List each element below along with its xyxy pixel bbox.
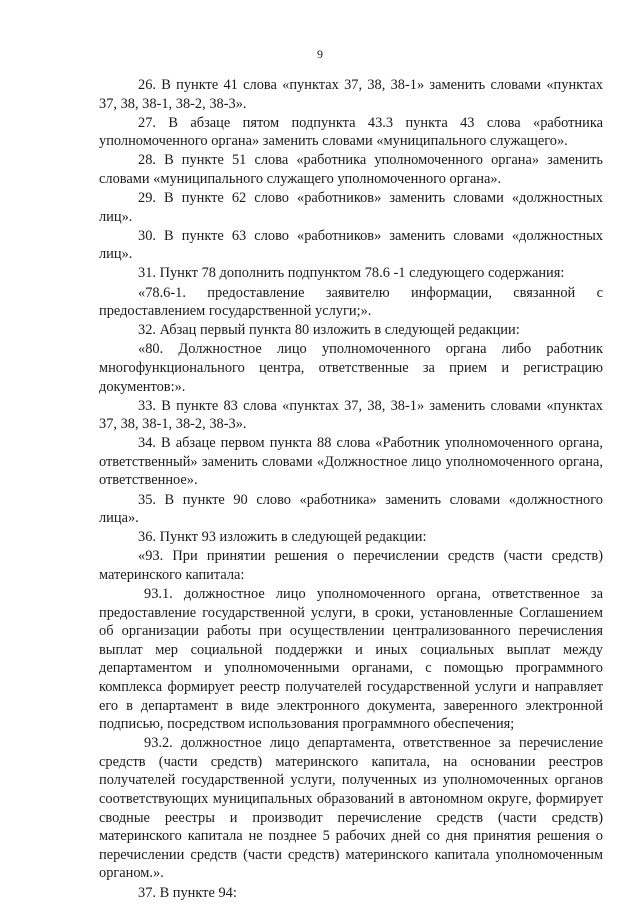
paragraph-34: 34. В абзаце первом пункта 88 слова «Работник уполномоченного органа, ответственный» заменить словами «Должностное лицо уполномоченного органа, ответственное». <box>99 435 603 489</box>
paragraph-32: 32. Абзац первый пункта 80 изложить в следующей редакции: <box>138 322 520 339</box>
paragraph-26: 26. В пункте 41 слова «пунктах 37, 38, 38-1» заменить словами «пунктах 37, 38, 38-1, 38-2, 38-3». <box>99 77 603 112</box>
paragraph-31: 31. Пункт 78 дополнить подпунктом 78.6 -1 следующего содержания: <box>138 265 565 282</box>
paragraph-28: 28. В пункте 51 слова «работника уполномоченного органа» заменить словами «муниципального служащего уполномоченного органа». <box>99 152 603 187</box>
document-body <box>99 76 603 903</box>
paragraph-33: 33. В пункте 83 слова «пунктах 37, 38, 38-1» заменить словами «пунктах 37, 38, 38-1, 38-2, 38-3». <box>99 397 603 433</box>
subparagraph-93-2: 93.2. должностное лицо департамента, ответственное за перечисление средств (части средств) материнского капитала, на основании реестров получателей государственной услуги, полученных из уполномоченных органов соответствующих муниципальных образований в автономном округе, формирует сводные реестры и производит перечисление средств (части средств) материнского капитала не позднее 5 рабочих дней со дня принятия решения о перечислении средств (части средств) материнского капитала уполномоченным органом.». <box>99 735 603 882</box>
quoted-paragraph-93: «93. При принятии решения о перечислении средств (части средств) материнского капитала: <box>99 548 603 583</box>
paragraph-30: 30. В пункте 63 слово «работников» заменить словами «должностных лиц». <box>99 227 603 263</box>
paragraph-37: 37. В пункте 94: <box>138 884 237 901</box>
subparagraph-93-1: 93.1. должностное лицо уполномоченного органа, ответственное за предоставление государственной услуги, в сроки, установленные Соглашением об организации работы при осуществлении централизованного перечисления выплат мер социальной поддержки и иных социальных выплат между департаментом и уполномоченными органами, с помощью программного комплекса формирует реестр получателей государственной услуги и направляет его в департамент в виде электронного документа, заверенного электронной подписью, посредством использования программного обеспечения; <box>99 586 603 733</box>
paragraph-27: 27. В абзаце пятом подпункта 43.3 пункта 43 слова «работника уполномоченного органа» заменить словами «муниципального служащего». <box>99 114 603 150</box>
paragraph-29: 29. В пункте 62 слово «работников» заменить словами «должностных лиц». <box>99 190 603 225</box>
quoted-paragraph-80: «80. Должностное лицо уполномоченного органа либо работник многофункционального центра, ответственные за прием и регистрацию документов:». <box>99 341 603 395</box>
paragraph-36: 36. Пункт 93 изложить в следующей редакции: <box>138 529 427 546</box>
paragraph-35: 35. В пункте 90 слово «работника» заменить словами «должностного лица». <box>99 491 603 527</box>
quoted-paragraph-78-6-1: «78.6-1. предоставление заявителю информации, связанной с предоставлением государственной услуги;». <box>99 284 603 320</box>
page-number: 9 <box>317 47 323 61</box>
